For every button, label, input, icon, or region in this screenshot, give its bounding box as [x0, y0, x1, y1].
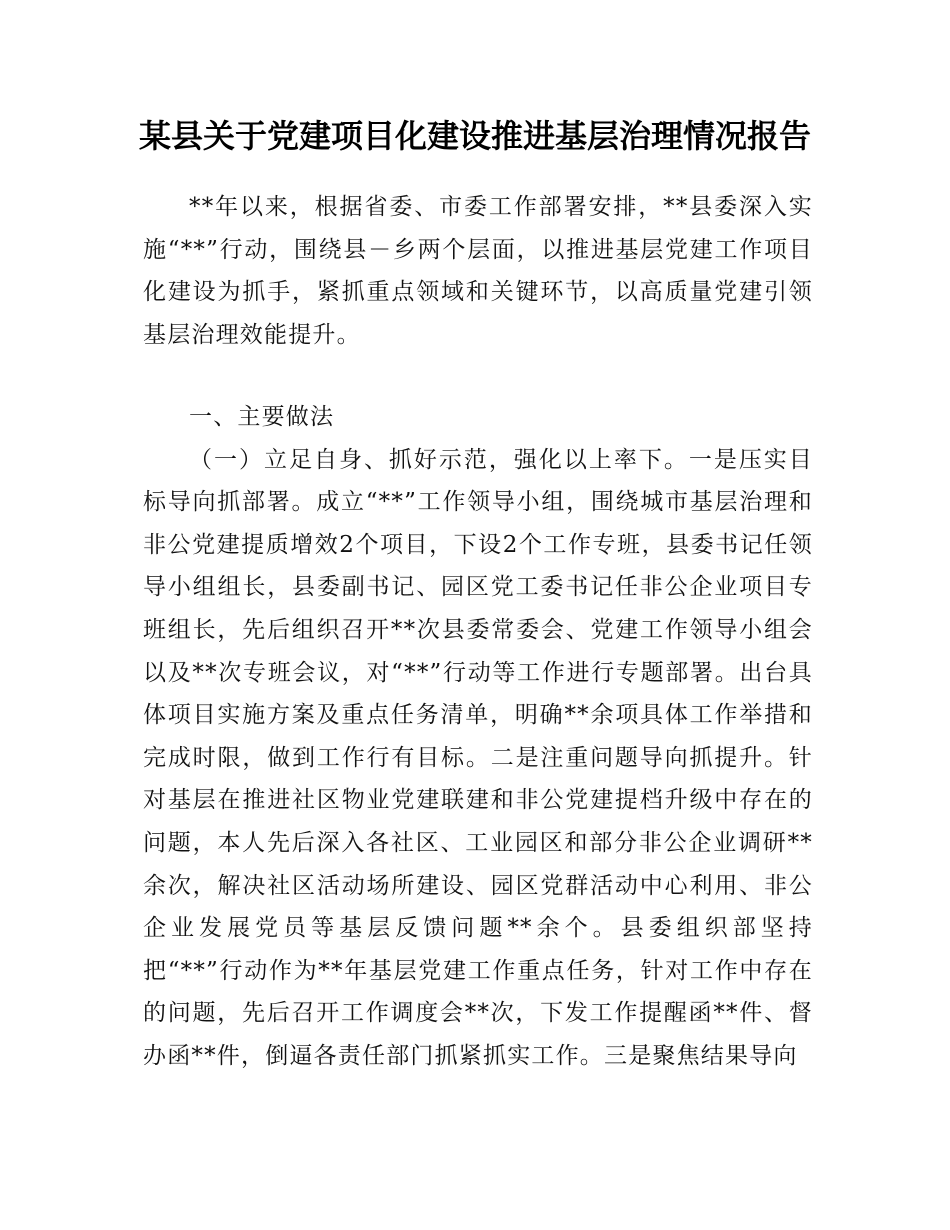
section-heading: 一、主要做法 [189, 404, 335, 430]
body-paragraph: （一）立足自身、抓好示范，强化以上率下。一是压实目标导向抓部署。成立“**”工作领导小组，围绕城市基层治理和非公党建提质增效2个项目，下设2个工作专班，县委书记任领导小组组长，县委副书记、园区党工委书记任非公企业项目专班组长，先后组织召开**次县委常委会、党建工作领导小组会以及**次专班会议，对“**”行动等工作进行专题部署。出台具体项目实施方案及重点任务清单，明确**余项具体工作举措和完成时限，做到工作行有目标。二是注重问题导向抓提升。针对基层在推进社区物业党建联建和非公党建提档升级中存在的问题，本人先后深入各社区、工业园区和部分非公企业调研**余次，解决社区活动场所建设、园区党群活动中心利用、非公企业发展党员等基层反馈问题**余个。县委组织部坚持把“**”行动作为**年基层党建工作重点任务，针对工作中存在的问题，先后召开工作调度会**次，下发工作提醒函**件、督办函**件，倒逼各责任部门抓紧抓实工作。三是聚焦结果导向 [143, 446, 813, 1069]
intro-paragraph: **年以来，根据省委、市委工作部署安排，**县委深入实施“**”行动，围绕县－乡两个层面，以推进基层党建工作项目化建设为抓手，紧抓重点领域和关键环节，以高质量党建引领基层治理效能提升。 [143, 194, 813, 348]
document-title: 某县关于党建项目化建设推进基层治理情况报告 [138, 117, 811, 155]
